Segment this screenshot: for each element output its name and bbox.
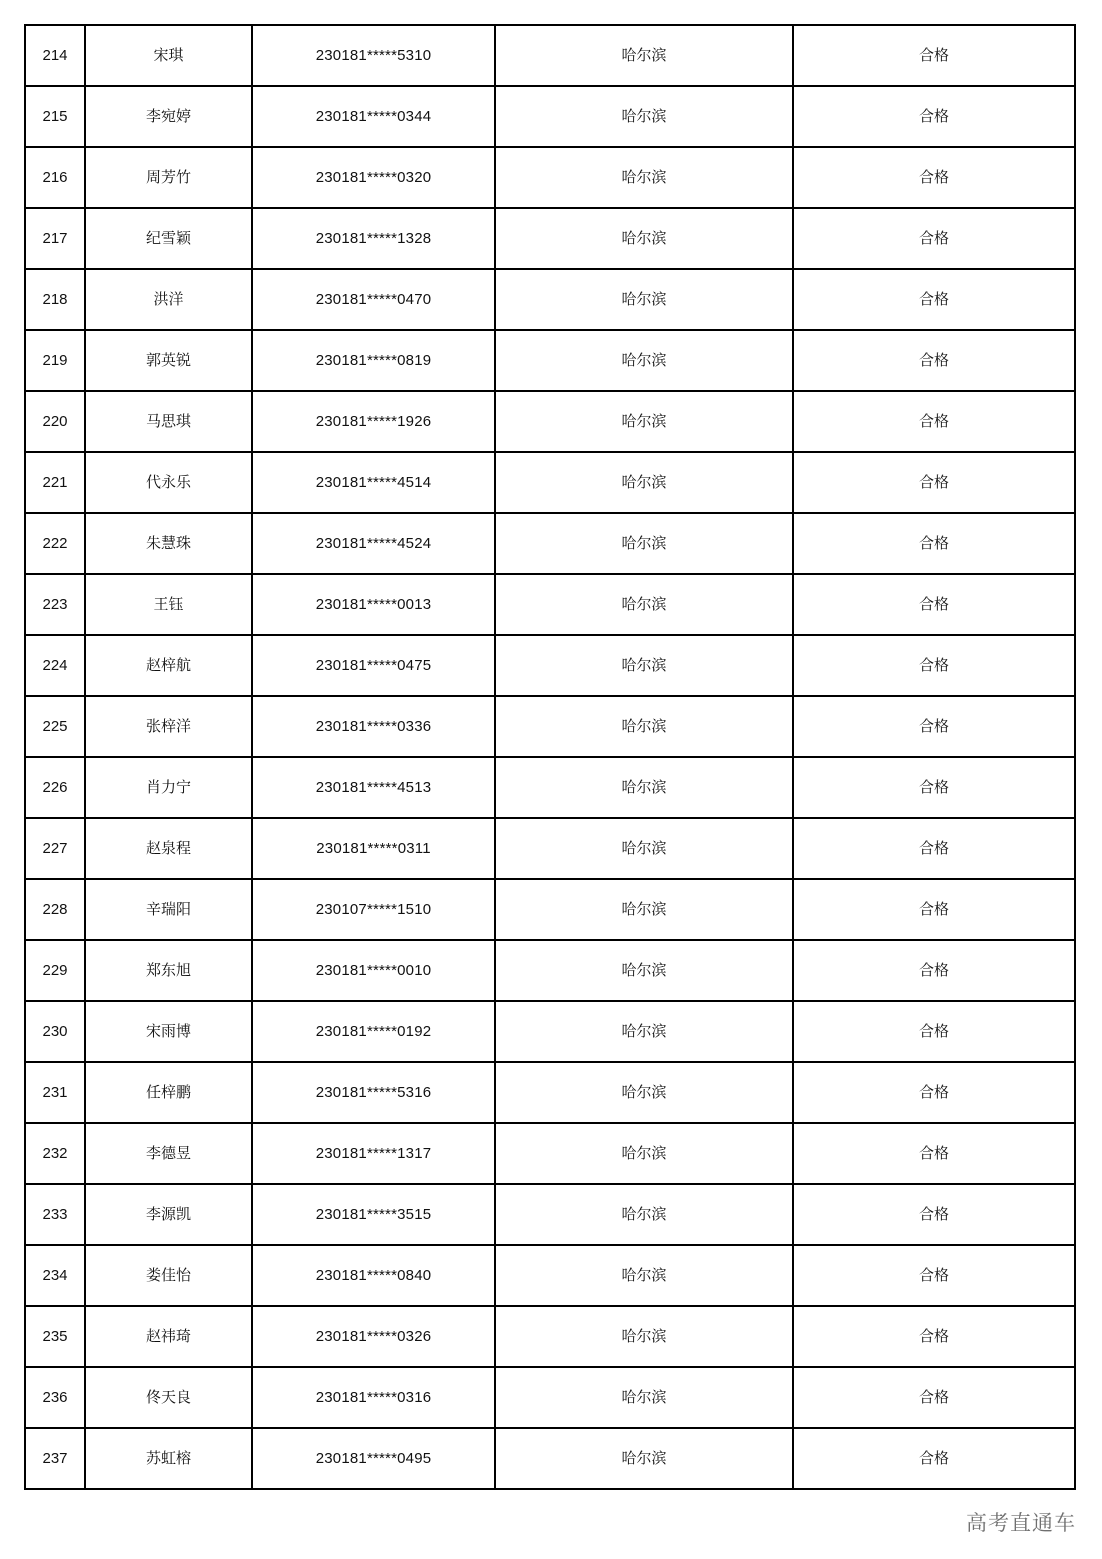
row-number: 219 <box>25 330 85 391</box>
id-number: 230181*****0013 <box>252 574 495 635</box>
row-number: 225 <box>25 696 85 757</box>
row-number: 226 <box>25 757 85 818</box>
table-row <box>25 1001 1075 1062</box>
city: 哈尔滨 <box>495 208 793 269</box>
city: 哈尔滨 <box>495 635 793 696</box>
city: 哈尔滨 <box>495 1306 793 1367</box>
city: 哈尔滨 <box>495 940 793 1001</box>
row-number: 223 <box>25 574 85 635</box>
candidate-name: 李德昱 <box>85 1123 252 1184</box>
row-number: 220 <box>25 391 85 452</box>
result-status: 合格 <box>793 879 1075 940</box>
table-row <box>25 574 1075 635</box>
candidate-name: 宋雨博 <box>85 1001 252 1062</box>
row-number: 232 <box>25 1123 85 1184</box>
candidate-name: 苏虹榕 <box>85 1428 252 1489</box>
row-number: 217 <box>25 208 85 269</box>
candidate-name: 赵泉程 <box>85 818 252 879</box>
result-status: 合格 <box>793 208 1075 269</box>
result-status: 合格 <box>793 1367 1075 1428</box>
result-status: 合格 <box>793 513 1075 574</box>
roster-sheet <box>24 24 1076 1490</box>
result-status: 合格 <box>793 1306 1075 1367</box>
table-row <box>25 1367 1075 1428</box>
city: 哈尔滨 <box>495 879 793 940</box>
row-number: 235 <box>25 1306 85 1367</box>
candidate-name: 郑东旭 <box>85 940 252 1001</box>
candidate-name: 任梓鹏 <box>85 1062 252 1123</box>
row-number: 230 <box>25 1001 85 1062</box>
table-row <box>25 1428 1075 1489</box>
table-row <box>25 818 1075 879</box>
candidate-name: 辛瑞阳 <box>85 879 252 940</box>
id-number: 230181*****4514 <box>252 452 495 513</box>
candidate-name: 郭英锐 <box>85 330 252 391</box>
candidate-name: 张梓洋 <box>85 696 252 757</box>
id-number: 230107*****1510 <box>252 879 495 940</box>
id-number: 230181*****0316 <box>252 1367 495 1428</box>
result-status: 合格 <box>793 452 1075 513</box>
watermark-text: 高考直通车 <box>964 1507 1078 1537</box>
result-status: 合格 <box>793 696 1075 757</box>
table-row <box>25 635 1075 696</box>
candidate-name: 赵祎琦 <box>85 1306 252 1367</box>
table-row <box>25 1062 1075 1123</box>
candidate-name: 朱慧珠 <box>85 513 252 574</box>
candidate-name: 代永乐 <box>85 452 252 513</box>
row-number: 222 <box>25 513 85 574</box>
table-row <box>25 696 1075 757</box>
candidate-name: 周芳竹 <box>85 147 252 208</box>
id-number: 230181*****5310 <box>252 25 495 86</box>
city: 哈尔滨 <box>495 1062 793 1123</box>
row-number: 216 <box>25 147 85 208</box>
city: 哈尔滨 <box>495 1367 793 1428</box>
row-number: 228 <box>25 879 85 940</box>
row-number: 224 <box>25 635 85 696</box>
table-row <box>25 147 1075 208</box>
id-number: 230181*****0470 <box>252 269 495 330</box>
result-status: 合格 <box>793 1428 1075 1489</box>
id-number: 230181*****0336 <box>252 696 495 757</box>
id-number: 230181*****5316 <box>252 1062 495 1123</box>
id-number: 230181*****0475 <box>252 635 495 696</box>
row-number: 233 <box>25 1184 85 1245</box>
row-number: 221 <box>25 452 85 513</box>
result-status: 合格 <box>793 635 1075 696</box>
candidate-name: 李宛婷 <box>85 86 252 147</box>
candidate-name: 娄佳怡 <box>85 1245 252 1306</box>
result-status: 合格 <box>793 1001 1075 1062</box>
candidate-name: 纪雪颖 <box>85 208 252 269</box>
table-row <box>25 513 1075 574</box>
table-row <box>25 1184 1075 1245</box>
result-status: 合格 <box>793 1062 1075 1123</box>
city: 哈尔滨 <box>495 1184 793 1245</box>
candidate-name: 宋琪 <box>85 25 252 86</box>
city: 哈尔滨 <box>495 269 793 330</box>
id-number: 230181*****0326 <box>252 1306 495 1367</box>
row-number: 237 <box>25 1428 85 1489</box>
city: 哈尔滨 <box>495 757 793 818</box>
roster-table <box>24 24 1076 1490</box>
result-status: 合格 <box>793 25 1075 86</box>
row-number: 229 <box>25 940 85 1001</box>
result-status: 合格 <box>793 86 1075 147</box>
table-row <box>25 757 1075 818</box>
result-status: 合格 <box>793 757 1075 818</box>
result-status: 合格 <box>793 330 1075 391</box>
row-number: 231 <box>25 1062 85 1123</box>
id-number: 230181*****0311 <box>252 818 495 879</box>
table-row <box>25 391 1075 452</box>
city: 哈尔滨 <box>495 391 793 452</box>
city: 哈尔滨 <box>495 696 793 757</box>
row-number: 215 <box>25 86 85 147</box>
table-row <box>25 330 1075 391</box>
candidate-name: 洪洋 <box>85 269 252 330</box>
table-row <box>25 1306 1075 1367</box>
result-status: 合格 <box>793 1123 1075 1184</box>
result-status: 合格 <box>793 269 1075 330</box>
table-row <box>25 25 1075 86</box>
result-status: 合格 <box>793 391 1075 452</box>
city: 哈尔滨 <box>495 452 793 513</box>
city: 哈尔滨 <box>495 147 793 208</box>
candidate-name: 王钰 <box>85 574 252 635</box>
row-number: 214 <box>25 25 85 86</box>
id-number: 230181*****1926 <box>252 391 495 452</box>
id-number: 230181*****0344 <box>252 86 495 147</box>
table-row <box>25 1245 1075 1306</box>
result-status: 合格 <box>793 574 1075 635</box>
table-row <box>25 1123 1075 1184</box>
result-status: 合格 <box>793 1184 1075 1245</box>
table-row <box>25 86 1075 147</box>
id-number: 230181*****1317 <box>252 1123 495 1184</box>
row-number: 236 <box>25 1367 85 1428</box>
table-row <box>25 208 1075 269</box>
id-number: 230181*****3515 <box>252 1184 495 1245</box>
id-number: 230181*****1328 <box>252 208 495 269</box>
result-status: 合格 <box>793 940 1075 1001</box>
table-row <box>25 452 1075 513</box>
candidate-name: 赵梓航 <box>85 635 252 696</box>
id-number: 230181*****0495 <box>252 1428 495 1489</box>
city: 哈尔滨 <box>495 574 793 635</box>
candidate-name: 肖力宁 <box>85 757 252 818</box>
candidate-name: 佟天良 <box>85 1367 252 1428</box>
id-number: 230181*****4513 <box>252 757 495 818</box>
city: 哈尔滨 <box>495 330 793 391</box>
roster-table-body <box>25 25 1075 1489</box>
city: 哈尔滨 <box>495 1245 793 1306</box>
city: 哈尔滨 <box>495 1001 793 1062</box>
row-number: 218 <box>25 269 85 330</box>
candidate-name: 李源凯 <box>85 1184 252 1245</box>
id-number: 230181*****0320 <box>252 147 495 208</box>
city: 哈尔滨 <box>495 86 793 147</box>
table-row <box>25 940 1075 1001</box>
row-number: 234 <box>25 1245 85 1306</box>
candidate-name: 马思琪 <box>85 391 252 452</box>
result-status: 合格 <box>793 147 1075 208</box>
city: 哈尔滨 <box>495 25 793 86</box>
table-row <box>25 879 1075 940</box>
city: 哈尔滨 <box>495 1123 793 1184</box>
id-number: 230181*****0840 <box>252 1245 495 1306</box>
result-status: 合格 <box>793 818 1075 879</box>
id-number: 230181*****4524 <box>252 513 495 574</box>
id-number: 230181*****0010 <box>252 940 495 1001</box>
id-number: 230181*****0192 <box>252 1001 495 1062</box>
table-row <box>25 269 1075 330</box>
id-number: 230181*****0819 <box>252 330 495 391</box>
result-status: 合格 <box>793 1245 1075 1306</box>
city: 哈尔滨 <box>495 513 793 574</box>
city: 哈尔滨 <box>495 818 793 879</box>
city: 哈尔滨 <box>495 1428 793 1489</box>
row-number: 227 <box>25 818 85 879</box>
